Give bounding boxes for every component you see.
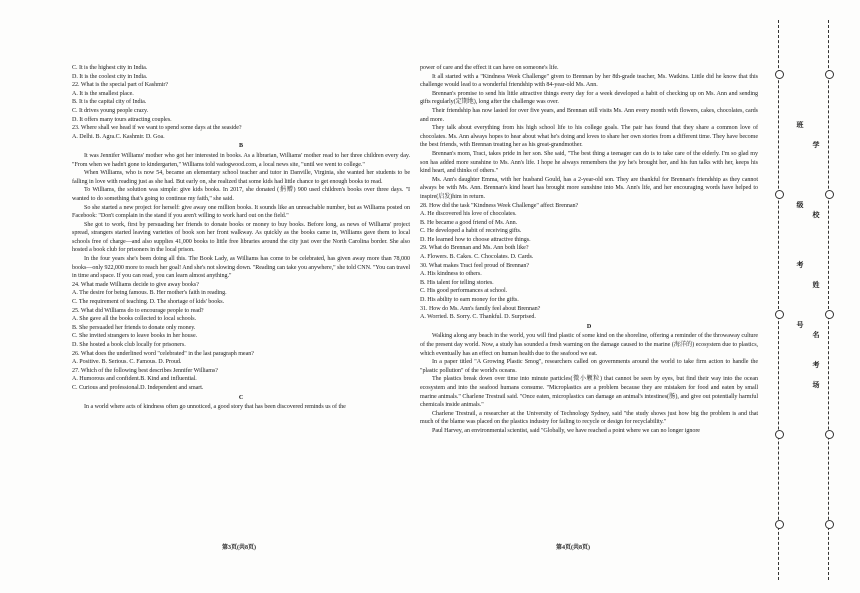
passage-paragraph: Brennan's promise to send his little attractive things every day for a week developed a habit of checking up on Ms. Ann and sending gifts regularly(定期地), long after the challenge was over. — [420, 90, 758, 106]
question-line: 26. What does the underlined word "celebrated" in the last paragraph mean? — [72, 350, 254, 357]
binding-hole-icon — [775, 310, 784, 319]
cut-line — [778, 20, 779, 580]
binding-hole-icon — [775, 70, 784, 79]
field-char: 考 — [812, 361, 820, 369]
section-heading-d: D — [586, 323, 592, 330]
passage-paragraph: Brennan's mom, Traci, takes pride in her son. She said, "The best thing a teenager can do is to take care of the elderly. I'm so glad my son has added more sunshine to Ms. Ann's life. I hope he always remembers the joy he's brought her, and his fun talks with her, keeps his kind heart, and thinks of others." — [420, 150, 758, 175]
binding-hole-icon — [825, 70, 834, 79]
left-column — [72, 64, 410, 412]
question-line: 24. What made Williams decide to give away books? — [72, 281, 199, 288]
question-line: A. His kindness to others. — [420, 271, 482, 278]
question-line: C. He developed a habit of receiving gifts. — [420, 228, 522, 235]
right-column — [420, 64, 758, 436]
question-line: C. It is the highest city in India. — [72, 65, 148, 71]
question-line: 29. What do Brennan and Ms. Ann both like? — [420, 245, 529, 252]
binding-hole-icon — [825, 190, 834, 199]
question-line: A. Flowers. B. Cakes. C. Chocolates. D. Cards. — [420, 254, 534, 261]
passage-c — [420, 64, 758, 202]
question-line: 31. How do Ms. Ann's family feel about Brennan? — [420, 305, 541, 312]
question-line: 30. What makes Traci feel proud of Brennan? — [420, 262, 530, 269]
field-char: 班 — [796, 121, 804, 129]
binding-hole-icon — [825, 310, 834, 319]
cut-line — [828, 20, 829, 580]
field-char: 校 — [812, 211, 820, 219]
passage-paragraph: Paul Harvey, an environmental scientist, said "Globally, we have reached a point where we can no longer ignore — [432, 427, 700, 434]
question-line: D. It offers many tours attracting couples. — [72, 116, 172, 123]
question-line: B. She persuaded her friends to donate only money. — [72, 324, 196, 331]
question-line: D. It is the coolest city in India. — [72, 73, 148, 80]
page-number-right: 第4页(共8页) — [556, 545, 590, 551]
binding-hole-icon — [825, 430, 834, 439]
question-line: A. Worried. B. Sorry. C. Thankful. D. Surprised. — [420, 314, 536, 321]
binding-hole-icon — [775, 520, 784, 529]
question-line: C. It drives young people crazy. — [72, 107, 149, 114]
passage-paragraph: It was Jennifer Williams' mother who got her interested in books. As a librarian, Williams' mother read to her three children every day. "From when we hadn't gone to kindergarten," Williams told vadogwood.com, a local news site, "until we went to college." — [72, 152, 410, 168]
question-line: A. He discovered his love of chocolates. — [420, 211, 517, 218]
question-line: A. She gave all the books collected to local schools. — [72, 316, 197, 323]
question-line: A. Positive. B. Serious. C. Famous. D. Proud. — [72, 359, 182, 366]
binding-hole-icon — [775, 430, 784, 439]
question-line: C. She invited strangers to leave books in her house. — [72, 333, 198, 340]
binding-hole-icon — [825, 520, 834, 529]
question-line: D. He learned how to choose attractive things. — [420, 236, 531, 243]
field-char: 考 — [796, 261, 804, 269]
passage-paragraph: The plastics break down over time into minute particles(微小颗粒) that cannot be seen by eyes, but find their way into the ocean ecosystem and into the seafood humans consume. "Microplastics are a problem because they are mistaken for food and eaten by small marine animals." Charlene Trestrail said. "Once eaten, microplastics can damage an animal's intestines(肠), and give out potentially harmful chemicals inside animals." — [420, 376, 758, 409]
question-line: B. His talent for telling stories. — [420, 279, 494, 286]
field-char: 级 — [796, 201, 804, 209]
questions-a-tail — [72, 64, 410, 141]
passage-paragraph: She got to work, first by persuading her friends to donate books or money to buy books. Before long, as news of Williams' project spread, strangers started leaving varieties of book son her front walkway. As quickly as the books came in, Williams gave them to local schools free of charge—and also supplies 41,000 books to little free libraries around the city just over the North Carolina border. She also hosted a book club for prisoners in the local prison. — [72, 221, 410, 254]
question-line: B. It is the capital city of India. — [72, 99, 147, 106]
field-char: 场 — [812, 381, 820, 389]
question-line: B. He became a good friend of Ms. Ann. — [420, 219, 518, 226]
section-heading-b: B — [238, 143, 243, 150]
question-line: 27. Which of the following best describes Jennifer Williams? — [72, 367, 218, 374]
passage-paragraph: power of care and the effect it can have on someone's life. — [420, 65, 559, 71]
passage-paragraph: Ms. Ann's daughter Emma, with her husband Gould, has a 2-year-old son. They are thankful for Brennan's friendship as they cannot always be with Ms. Ann. Brennan's kind heart has brought more sunshine into Ms. Ann's life, and her encouraging words have helped to inspire(启发)him in return. — [420, 176, 758, 200]
binding-strip — [772, 20, 832, 580]
passage-paragraph: In the four years she's been doing all this. The Book Lady, as Williams has come to be celebrated, has given away more than 78,000 books—only 922,000 more to reach her goal! And she's not slowing down. "Reading can take you anywhere," she told CNN. "You can travel in time and space. If you can read, you can learn almost anything." — [72, 256, 410, 280]
passage-paragraph: They talk about everything from his high school life to his college goals. The pair has found that they share a common love of chocolates. Ms. Ann always hopes to hear about what he's doing and loves to share her own stories from a different time. They have become the best friends, with Brennan treating her as his great-grandmother. — [420, 125, 758, 149]
section-heading-c: C — [238, 394, 244, 401]
question-line: 28. How did the task "Kindness Week Challenge" affect Brennan? — [420, 202, 579, 209]
question-line: C. Curious and professional.D. Independent and smart. — [72, 384, 204, 391]
binding-hole-icon — [775, 190, 784, 199]
question-line: 25. What did Williams do to encourage people to read? — [72, 307, 204, 314]
passage-paragraph: In a world where acts of kindness often go unnoticed, a good story that has been discovered reminds us of the — [84, 404, 346, 411]
question-line: A. Humorous and confident.B. Kind and influential. — [72, 376, 197, 383]
passage-d — [420, 332, 758, 435]
question-line: D. His ability to earn money for the gifts. — [420, 297, 519, 304]
passage-paragraph: It all started with a "Kindness Week Challenge" given to Brennan by her 8th-grade teacher, Ms. Watkins. Little did he know that this challenge would lead to a wonderful friendship with 84-year-old Ms. Ann. — [420, 73, 758, 89]
page-number-left: 第3页(共8页) — [222, 545, 256, 551]
field-char: 号 — [796, 321, 804, 329]
passage-paragraph: So she started a new project for herself: give away one million books. It sounds like an unreachable number, but as Williams posted on Facebook: "Don't complain in the stand if you aren't willing to work hard out on the field." — [72, 204, 410, 220]
question-line: 22. What is the special part of Kashmir? — [72, 82, 169, 89]
question-line: 23. Where shall we head if we want to spend some days at the seaside? — [72, 125, 242, 132]
field-char: 学 — [812, 141, 820, 149]
field-char: 名 — [812, 331, 820, 339]
question-line: C. His good performances at school. — [420, 288, 508, 295]
passage-paragraph: Charlene Trestrail, a researcher at the University of Technology Sydney, said "the study shows just how big the problem is and that much of the blame was placed on the plastics industry for failing to recycle or design for recyclability." — [420, 410, 758, 426]
questions-b — [72, 281, 410, 393]
passage-paragraph: Walking along any beach in the world, you will find plastic of some kind on the shoreline, offering a reminder of the throwaway culture of the present day world. Now, a study has sounded a fresh warning on the damage caused to the marine (海洋的) ecosystem due to plastics, which eventually has an effect on human health due to the seafood we eat. — [420, 333, 758, 357]
question-line: A. The desire for being famous. B. Her mother's faith in reading. — [72, 290, 227, 297]
passage-paragraph: To Williams, the solution was simple: give kids books. In 2017, she donated (捐赠) 900 used children's books over three days. "I wanted to do something that's going to continue my faith," she said. — [72, 187, 410, 202]
passage-paragraph: When Williams, who is now 54, became an elementary school teacher and tutor in Danville, Virginia, she wanted her students to be falling in love with reading just as she had. But early on, she realized that some kids had little chance to get enough books to read. — [72, 170, 410, 185]
question-line: A. It is the smallest place. — [72, 90, 134, 97]
passage-paragraph: In a paper titled "A Growing Plastic Smog", researchers called on governments around the world to take firm action to handle the "plastic pollution" of the world's oceans. — [420, 359, 758, 374]
passage-b — [72, 152, 410, 281]
field-char: 姓 — [812, 281, 820, 289]
questions-c — [420, 202, 758, 322]
passage-paragraph: Their friendship has now lasted for over five years, and Brennan still visits Ms. Ann every month with flowers, cakes, chocolates, cards and more. — [420, 107, 758, 123]
question-line: A. Delhi. B. Agra.C. Kashmir. D. Goa. — [72, 133, 165, 140]
question-line: C. The requirement of teaching. D. The shortage of kids' books. — [72, 299, 225, 306]
question-line: D. She hosted a book club locally for prisoners. — [72, 342, 186, 348]
